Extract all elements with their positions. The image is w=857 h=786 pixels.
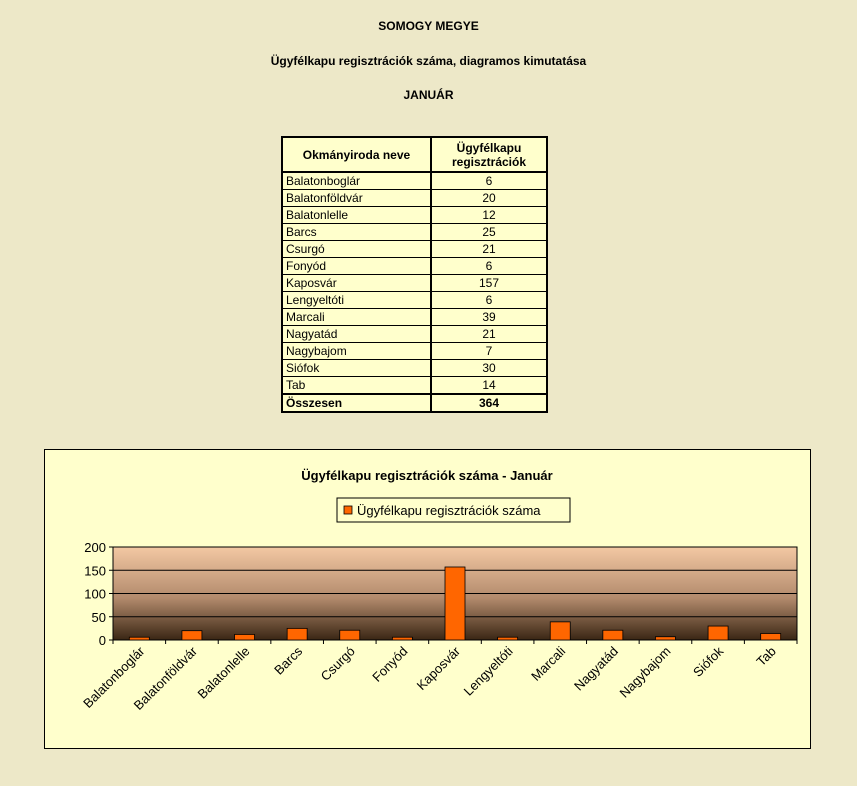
bar: [287, 628, 307, 640]
bar: [761, 633, 781, 640]
office-name-cell: Barcs: [282, 224, 431, 241]
x-tick-label: Kaposvár: [413, 643, 464, 693]
table-row: [282, 258, 547, 275]
x-tick-label: Balatonboglár: [80, 643, 148, 711]
bar: [392, 637, 412, 640]
registrations-cell: 6: [431, 172, 547, 190]
registrations-cell: 21: [431, 241, 547, 258]
x-tick-label: Csurgó: [317, 643, 358, 684]
office-name-header: Okmányiroda neve: [282, 137, 431, 172]
registrations-header: [431, 137, 547, 172]
registrations-cell: 7: [431, 343, 547, 360]
office-name-cell: Lengyeltóti: [282, 292, 431, 309]
table-row: [282, 190, 547, 207]
office-name-cell: Balatonlelle: [282, 207, 431, 224]
bar: [550, 622, 570, 640]
office-name-cell: Fonyód: [282, 258, 431, 275]
registrations-cell: 157: [431, 275, 547, 292]
y-tick-label: 50: [91, 609, 106, 625]
legend-swatch: [344, 506, 352, 514]
registrations-table: [281, 136, 548, 413]
table-row: [282, 326, 547, 343]
chart-panel: [44, 449, 811, 749]
table-row: [282, 241, 547, 258]
registrations-cell: 39: [431, 309, 547, 326]
x-tick-label: Balatonföldvár: [130, 643, 201, 713]
table-row: [282, 309, 547, 326]
registrations-cell: 14: [431, 377, 547, 395]
county-title: SOMOGY MEGYE: [378, 19, 479, 33]
office-name-cell: Nagyatád: [282, 326, 431, 343]
bar: [445, 567, 465, 640]
office-name-cell: Marcali: [282, 309, 431, 326]
bar: [182, 631, 202, 640]
office-name-cell: Tab: [282, 377, 431, 395]
y-tick-label: 150: [84, 563, 106, 579]
registrations-cell: 20: [431, 190, 547, 207]
table-row: [282, 292, 547, 309]
registrations-header-line2: regisztrációk: [451, 154, 527, 169]
x-tick-label: Barcs: [271, 643, 306, 678]
bar: [655, 637, 675, 640]
y-tick-label: 200: [84, 540, 106, 555]
total-value: 364: [431, 394, 547, 412]
table-row: [282, 275, 547, 292]
legend-label: Ügyfélkapu regisztrációk száma: [357, 503, 541, 518]
bar: [129, 637, 149, 640]
registrations-cell: 12: [431, 207, 547, 224]
registrations-cell: 30: [431, 360, 547, 377]
table-body: [282, 172, 547, 412]
office-name-cell: Siófok: [282, 360, 431, 377]
bar: [708, 626, 728, 640]
bar-chart: [45, 450, 810, 748]
office-name-cell: Balatonboglár: [282, 172, 431, 190]
table-row: [282, 172, 547, 190]
x-tick-label: Nagybajom: [616, 643, 674, 701]
table-row: [282, 224, 547, 241]
x-tick-label: Nagyatád: [571, 643, 621, 694]
registrations-cell: 6: [431, 292, 547, 309]
registrations-cell: 6: [431, 258, 547, 275]
table-row: [282, 207, 547, 224]
office-name-cell: Kaposvár: [282, 275, 431, 292]
report-subtitle: Ügyfélkapu regisztrációk száma, diagramos kimutatása: [270, 54, 587, 68]
bar: [498, 637, 518, 640]
y-tick-label: 100: [84, 586, 106, 602]
bar: [235, 634, 255, 640]
x-tick-label: Siófok: [690, 643, 727, 680]
total-label: Összesen: [282, 394, 431, 412]
registrations-cell: 21: [431, 326, 547, 343]
x-tick-label: Balatonlelle: [194, 643, 253, 702]
x-tick-label: Fonyód: [369, 643, 411, 685]
office-name-cell: Csurgó: [282, 241, 431, 258]
office-name-cell: Balatonföldvár: [282, 190, 431, 207]
table-row: [282, 343, 547, 360]
bar: [603, 630, 623, 640]
month-title: JANUÁR: [403, 88, 454, 102]
office-name-cell: Nagybajom: [282, 343, 431, 360]
total-row: [282, 394, 547, 412]
x-tick-label: Tab: [753, 643, 779, 669]
y-tick-label: 0: [98, 633, 106, 648]
chart-title: Ügyfélkapu regisztrációk száma - Január: [301, 468, 553, 483]
registrations-cell: 25: [431, 224, 547, 241]
x-tick-label: Lengyeltóti: [460, 643, 516, 699]
bar: [340, 630, 360, 640]
table-row: [282, 377, 547, 395]
registrations-header-line1: Ügyfélkapu: [456, 140, 522, 155]
table-row: [282, 360, 547, 377]
x-tick-label: Marcali: [528, 643, 569, 684]
